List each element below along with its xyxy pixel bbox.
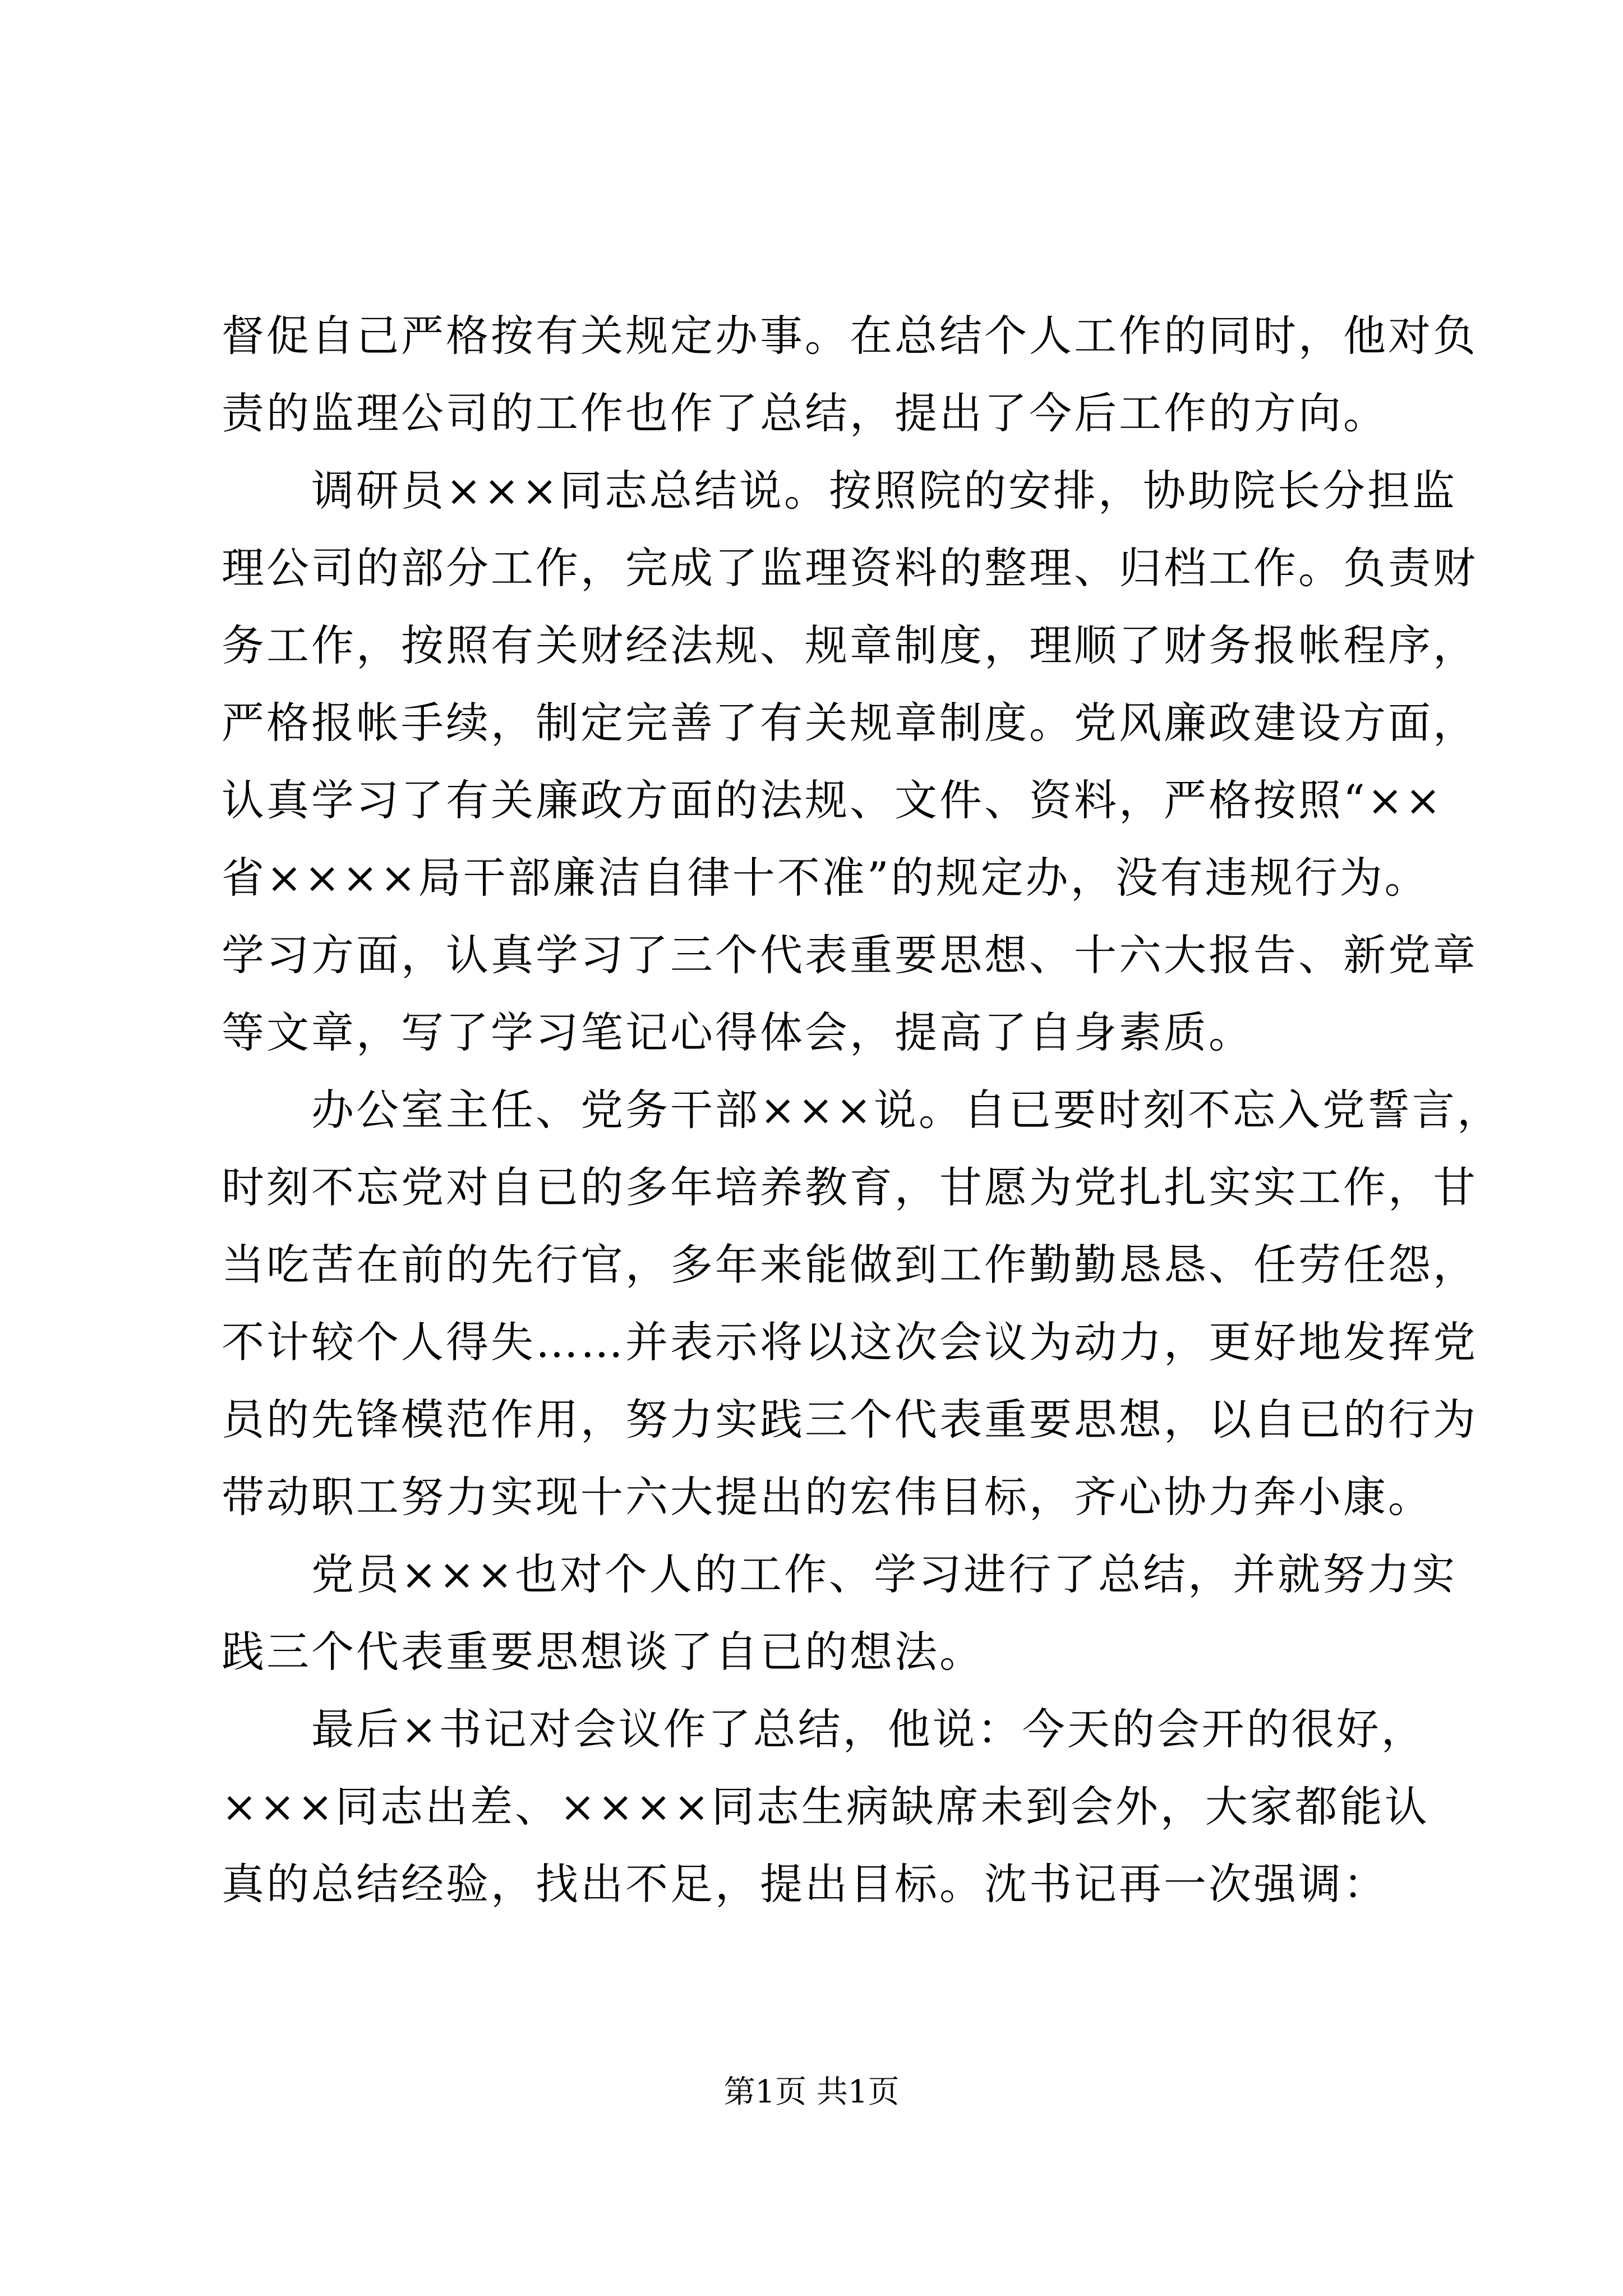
text-line: 学习方面，认真学习了三个代表重要思想、十六大报告、新党章: [222, 930, 1478, 980]
text-line: 办公室主任、党务干部×××说。自已要时刻不忘入党誓言，: [222, 1085, 1502, 1135]
document-body: [222, 297, 1502, 1923]
text-line: 员的先锋模范作用，努力实践三个代表重要思想，以自已的行为: [222, 1395, 1478, 1444]
text-line: 认真学习了有关廉政方面的法规、文件、资料，严格按照“××: [222, 775, 1444, 825]
text-line: 时刻不忘党对自已的多年培养教育，甘愿为党扎扎实实工作，甘: [222, 1162, 1478, 1212]
text-line: 等文章，写了学习笔记心得体会，提高了自身素质。: [222, 1007, 1253, 1057]
page-footer: [0, 2070, 1623, 2115]
text-line: 督促自己严格按有关规定办事。在总结个人工作的同时，他对负: [222, 311, 1478, 361]
text-line: 理公司的部分工作，完成了监理资料的整理、归档工作。负责财: [222, 543, 1478, 593]
text-line: 严格报帐手续，制定完善了有关规章制度。党风廉政建设方面，: [222, 698, 1478, 748]
text-line: 真的总结经验，找出不足，提出目标。沈书记再一次强调：: [222, 1859, 1388, 1909]
page-number-label: 第1页 共1页: [723, 2074, 900, 2110]
text-line: 不计较个人得失……并表示将以这次会议为动力，更好地发挥党: [222, 1317, 1478, 1367]
text-line: 当吃苦在前的先行官，多年来能做到工作勤勤恳恳、任劳任怨，: [222, 1240, 1478, 1290]
text-line: 务工作，按照有关财经法规、规章制度，理顺了财务报帐程序，: [222, 620, 1478, 670]
text-line: 最后×书记对会议作了总结，他说：今天的会开的很好，: [222, 1704, 1426, 1754]
text-line: 带动职工努力实现十六大提出的宏伟目标，齐心协力奔小康。: [222, 1472, 1433, 1522]
text-line: 党员×××也对个人的工作、学习进行了总结，并就努力实: [222, 1549, 1458, 1599]
text-line: 责的监理公司的工作也作了总结，提出了今后工作的方向。: [222, 388, 1388, 438]
text-line: 践三个代表重要思想谈了自已的想法。: [222, 1627, 984, 1677]
text-line: 调研员×××同志总结说。按照院的安排，协助院长分担监: [222, 466, 1458, 516]
text-line: 省××××局干部廉洁自律十不准”的规定办，没有违规行为。: [222, 853, 1430, 903]
text-line: ×××同志出差、××××同志生病缺席未到会外，大家都能认: [222, 1782, 1430, 1832]
